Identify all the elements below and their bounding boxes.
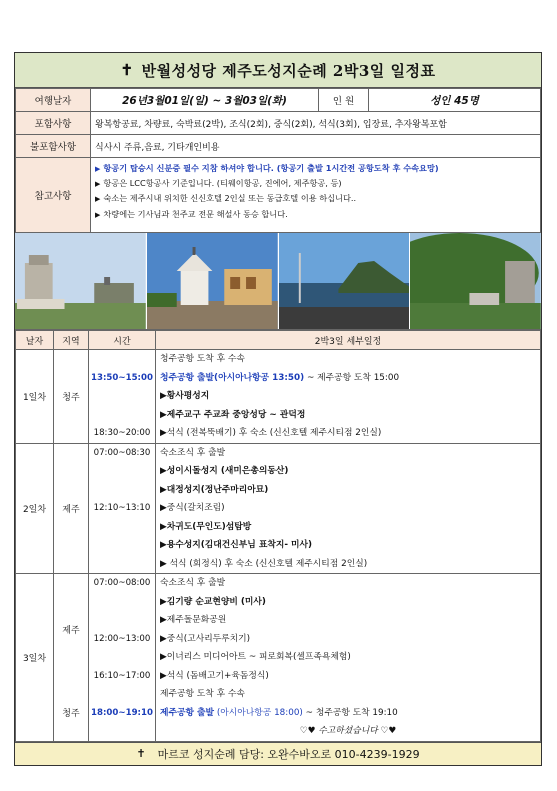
day2-region: 제주 — [54, 443, 89, 574]
day2-row — [16, 443, 541, 574]
people-label: 인 원 — [319, 89, 369, 112]
schedule-item: ▶성이시돌성지 (새미은총의동산) — [160, 466, 289, 476]
schedule-item: ▶석식 (돔배고기+육돔정식) — [160, 670, 269, 681]
schedule-item: ▶ 석식 (회정식) 후 숙소 (신신호텔 제주시티점 2인실) — [160, 558, 368, 569]
time-slot — [91, 648, 153, 667]
time-slot — [91, 555, 153, 574]
day3-row — [16, 574, 541, 742]
schedule-item: ▶용수성지(김대건신부님 표착지- 미사) — [160, 540, 313, 550]
day1-row — [16, 350, 541, 444]
schedule-table — [15, 330, 541, 742]
triangle-bullet-icon: ▶ — [95, 195, 101, 204]
schedule-item: ▶중식(갈치조림) — [160, 503, 225, 513]
time-slot — [91, 481, 153, 500]
schedule-item: ▶김기량 순교현양비 (미사) — [160, 596, 266, 607]
day2-label: 2일차 — [16, 443, 54, 574]
date-label: 여행날자 — [16, 89, 91, 112]
includes-value: 왕복항공료, 차량료, 숙박료(2박), 조식(2회), 중식(2회), 석식(3회), 입장료, 추자왕복포함 — [91, 112, 541, 135]
day3-region-a: 제주 — [62, 626, 80, 636]
schedule-item: ▶대정성지(정난주마리아묘) — [160, 484, 269, 495]
time-slot: 07:00~08:30 — [93, 447, 151, 458]
people-value: 성인 45명 — [369, 89, 541, 112]
triangle-bullet-icon: ▶ — [95, 210, 101, 219]
martyr-tomb-photo — [409, 233, 541, 329]
cross-icon: ✝ — [136, 747, 146, 760]
closing-message: ♡♥ 수고하셨습니다 ♡♥ — [299, 726, 397, 736]
notes-label: 참고사항 — [16, 158, 91, 233]
time-slot — [91, 536, 153, 555]
photo-strip — [15, 233, 541, 330]
contact-footer — [15, 742, 541, 765]
schedule-item: ▶제주교구 주교좌 중앙성당 ~ 관덕정 — [160, 409, 306, 420]
time-slot: 16:10~17:00 — [93, 670, 151, 681]
schedule-item: 제주공항 도착 후 수속 — [160, 689, 245, 699]
note-item: ▶ 항공은 LCC항공사 기준입니다. (티웨이항공, 진에어, 제주항공, 등) — [95, 178, 342, 189]
time-slot — [91, 350, 153, 369]
schedule-item: 제주공항 출발 (아시아나항공 18:00) ~ 청주공항 도착 19:10 — [160, 707, 398, 718]
schedule-item: ▶중식(고사리두루치기) — [160, 633, 251, 644]
schedule-item: 숙소조식 후 출발 — [160, 447, 226, 458]
day1-label: 1일차 — [16, 350, 54, 444]
time-slot: 07:00~08:00 — [93, 578, 151, 588]
cross-icon: ✝ — [120, 61, 134, 79]
header-day: 날자 — [16, 331, 54, 350]
time-slot: 18:00~19:10 — [91, 707, 153, 718]
excludes-label: 불포함사항 — [16, 135, 91, 158]
date-value: 26년3월01일(일) ~ 3월03일(화) — [91, 89, 319, 112]
contact-text: 마르코 성지순례 담당: 오완수바오로 010-4239-1929 — [157, 747, 420, 761]
triangle-bullet-icon: ▶ — [95, 180, 101, 189]
day1-region: 청주 — [54, 350, 89, 444]
schedule-item: 청주공항 도착 후 수속 — [160, 354, 245, 364]
day3-label: 3일차 — [16, 574, 54, 742]
time-slot — [91, 387, 153, 406]
time-slot — [91, 593, 153, 612]
excludes-value: 식사시 주류,음료, 기타개인비용 — [91, 135, 541, 158]
time-slot: 12:10~13:10 — [93, 503, 151, 513]
schedule-item: ▶황사평성지 — [160, 391, 210, 401]
includes-label: 포함사항 — [16, 112, 91, 135]
memorial-stone-photo — [15, 233, 146, 329]
time-slot — [91, 611, 153, 630]
schedule-item: ▶석식 (전복뚝배기) 후 숙소 (신신호텔 제주시티점 2인실) — [160, 428, 382, 438]
header-time: 시간 — [89, 331, 156, 350]
time-slot — [91, 518, 153, 537]
seaside-island-photo — [278, 233, 410, 329]
day3-region-b: 청주 — [62, 709, 80, 720]
time-slot — [91, 462, 153, 481]
time-slot: 18:30~20:00 — [93, 428, 151, 438]
itinerary-sheet — [14, 52, 542, 766]
page-title — [15, 53, 541, 88]
schedule-item: ▶차귀도(무인도)섬탐방 — [160, 521, 252, 532]
note-item: ▶ 항공기 탑승시 신분증 필수 지참 하셔야 합니다. (항공기 출발 1시간전 공항도착 후 수속요망) — [95, 163, 439, 173]
cathedral-photo — [146, 233, 278, 329]
note-item: ▶ 숙소는 제주시내 위치한 신신호텔 2인실 또는 동급호텔 이용 하십니다.. — [95, 193, 357, 204]
time-slot — [91, 685, 153, 704]
notes-list — [91, 158, 540, 222]
schedule-item: ▶이너리스 미디어아트 ~ 피로회복(셀프족욕체험) — [160, 652, 351, 662]
schedule-item: ▶제주돌문화공원 — [160, 615, 227, 625]
header-detail: 2박3일 세부일정 — [156, 331, 541, 350]
schedule-item: 숙소조식 후 출발 — [160, 578, 226, 588]
schedule-item: 청주공항 출발(아시아나항공 13:50) ~ 제주공항 도착 15:00 — [160, 372, 400, 383]
time-slot: 13:50~15:00 — [91, 372, 153, 383]
header-region: 지역 — [54, 331, 89, 350]
note-item: ▶ 차량에는 기사님과 천주교 전문 해설사 동승 합니다. — [95, 208, 288, 219]
time-slot: 12:00~13:00 — [93, 633, 151, 644]
time-slot — [91, 722, 153, 741]
triangle-bullet-icon: ▶ — [95, 165, 101, 173]
title-text: 반월성성당 제주도성지순례 2박3일 일정표 — [141, 61, 436, 80]
time-slot — [91, 406, 153, 425]
info-table — [15, 88, 541, 233]
